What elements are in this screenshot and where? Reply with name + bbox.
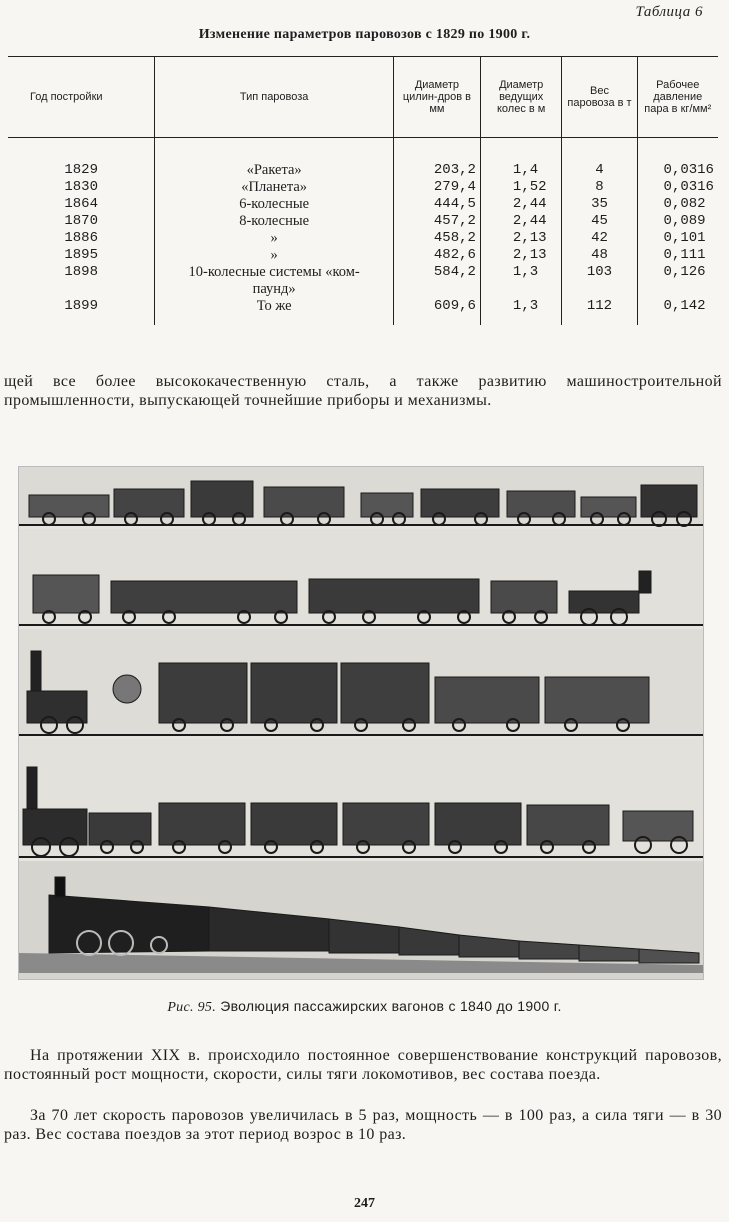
header-year: Год постройки	[8, 57, 155, 138]
spacer-cell	[480, 138, 562, 163]
cell-pressure: 0,111	[637, 247, 718, 264]
end-cell	[637, 315, 718, 325]
table-row	[8, 213, 718, 230]
end-cell	[393, 315, 480, 325]
cell-wheel: 1,52	[480, 179, 562, 196]
cell-weight: 42	[562, 230, 637, 247]
table-row	[8, 264, 718, 281]
cell-type: »	[155, 230, 394, 247]
table-row	[8, 162, 718, 179]
header-weight: Вес паровоза в т	[562, 57, 637, 138]
cell-type: 6-колесные	[155, 196, 394, 213]
spacer-cell	[8, 138, 155, 163]
table-spacer-row	[8, 138, 718, 163]
page-number: 247	[354, 1196, 375, 1211]
cell-type: 10-колесные системы «ком-	[155, 264, 394, 281]
cell-year: 1899	[64, 298, 98, 314]
cell-year: 1886	[64, 230, 98, 246]
cell-weight: 112	[562, 298, 637, 315]
cell-weight	[562, 281, 637, 298]
cell-wheel: 2,44	[480, 196, 562, 213]
figure-label: Рис. 95.	[167, 1000, 216, 1015]
cell-wheel: 1,3	[480, 264, 562, 281]
cell-pressure: 0,101	[637, 230, 718, 247]
cell-cylinder: 444,5	[393, 196, 480, 213]
end-cell	[155, 315, 394, 325]
cell-year: 1830	[64, 179, 98, 195]
end-cell	[480, 315, 562, 325]
cell-cylinder: 203,2	[393, 162, 480, 179]
locomotive-parameters-table	[8, 56, 718, 325]
spacer-cell	[562, 138, 637, 163]
cell-year: 1829	[64, 162, 98, 178]
table-row	[8, 230, 718, 247]
cell-cylinder: 482,6	[393, 247, 480, 264]
header-wheel: Диаметр ведущих колес в м	[480, 57, 562, 138]
figure-caption-text: Эволюция пассажирских вагонов с 1840 до 1900 г.	[220, 998, 562, 1014]
cell-cylinder	[393, 281, 480, 298]
cell-cylinder: 457,2	[393, 213, 480, 230]
cell-pressure	[637, 281, 718, 298]
spacer-cell	[155, 138, 394, 163]
cell-cylinder: 279,4	[393, 179, 480, 196]
cell-pressure: 0,142	[637, 298, 718, 315]
train-drawing	[19, 467, 703, 979]
cell-weight: 103	[562, 264, 637, 281]
end-cell	[8, 315, 155, 325]
cell-year: 1870	[64, 213, 98, 229]
cell-pressure: 0,082	[637, 196, 718, 213]
cell-cylinder: 609,6	[393, 298, 480, 315]
cell-wheel: 2,13	[480, 230, 562, 247]
cell-pressure: 0,0316	[637, 179, 718, 196]
cell-type: паунд»	[155, 281, 394, 298]
cell-type: «Ракета»	[155, 162, 394, 179]
header-pressure: Рабочее давление пара в кг/мм²	[637, 57, 718, 138]
table-header-row	[8, 57, 718, 138]
train-evolution-illustration	[18, 466, 704, 980]
paragraph-1: На протяжении XIX в. происходило постоянное совершенствование конструкций паровозов, постоянный рост мощности, скорости, силы тяги локомотивов, вес состава поезда.	[4, 1047, 722, 1083]
cell-weight: 35	[562, 196, 637, 213]
cell-weight: 4	[562, 162, 637, 179]
table-row	[8, 281, 718, 298]
cell-pressure: 0,0316	[637, 162, 718, 179]
cell-weight: 8	[562, 179, 637, 196]
table-row	[8, 196, 718, 213]
table-label: Таблица 6	[635, 4, 703, 20]
spacer-cell	[637, 138, 718, 163]
table-row	[8, 247, 718, 264]
end-cell	[562, 315, 637, 325]
cell-wheel: 2,13	[480, 247, 562, 264]
cell-wheel: 1,4	[480, 162, 562, 179]
table-row	[8, 179, 718, 196]
text-continuation: щей все более высококачественную сталь, а также развитию машиностроительной промышленности, выпускающей точнейшие приборы и механизмы.	[4, 373, 722, 409]
table-end-row	[8, 315, 718, 325]
cell-type: 8-колесные	[155, 213, 394, 230]
paragraph-2: За 70 лет скорость паровозов увеличилась в 5 раз, мощность — в 100 раз, а сила тяги — в 30 раз. Вес состава поездов за этот период возрос в 10 раз.	[4, 1107, 722, 1143]
cell-year: 1898	[64, 264, 98, 280]
cell-cylinder: 584,2	[393, 264, 480, 281]
cell-year: 1895	[64, 247, 98, 263]
cell-wheel: 1,3	[480, 298, 562, 315]
cell-year: 1864	[64, 196, 98, 212]
cell-type: То же	[155, 298, 394, 315]
cell-cylinder: 458,2	[393, 230, 480, 247]
header-type: Тип паровоза	[155, 57, 394, 138]
cell-year	[8, 281, 155, 298]
header-cylinder: Диаметр цилин-дров в мм	[393, 57, 480, 138]
spacer-cell	[393, 138, 480, 163]
cell-weight: 45	[562, 213, 637, 230]
cell-type: »	[155, 247, 394, 264]
table-row	[8, 298, 718, 315]
cell-pressure: 0,126	[637, 264, 718, 281]
cell-wheel	[480, 281, 562, 298]
cell-wheel: 2,44	[480, 213, 562, 230]
cell-pressure: 0,089	[637, 213, 718, 230]
table-title: Изменение параметров паровозов с 1829 по 1900 г.	[198, 27, 531, 42]
cell-type: «Планета»	[155, 179, 394, 196]
figure-caption	[0, 998, 729, 1016]
cell-weight: 48	[562, 247, 637, 264]
